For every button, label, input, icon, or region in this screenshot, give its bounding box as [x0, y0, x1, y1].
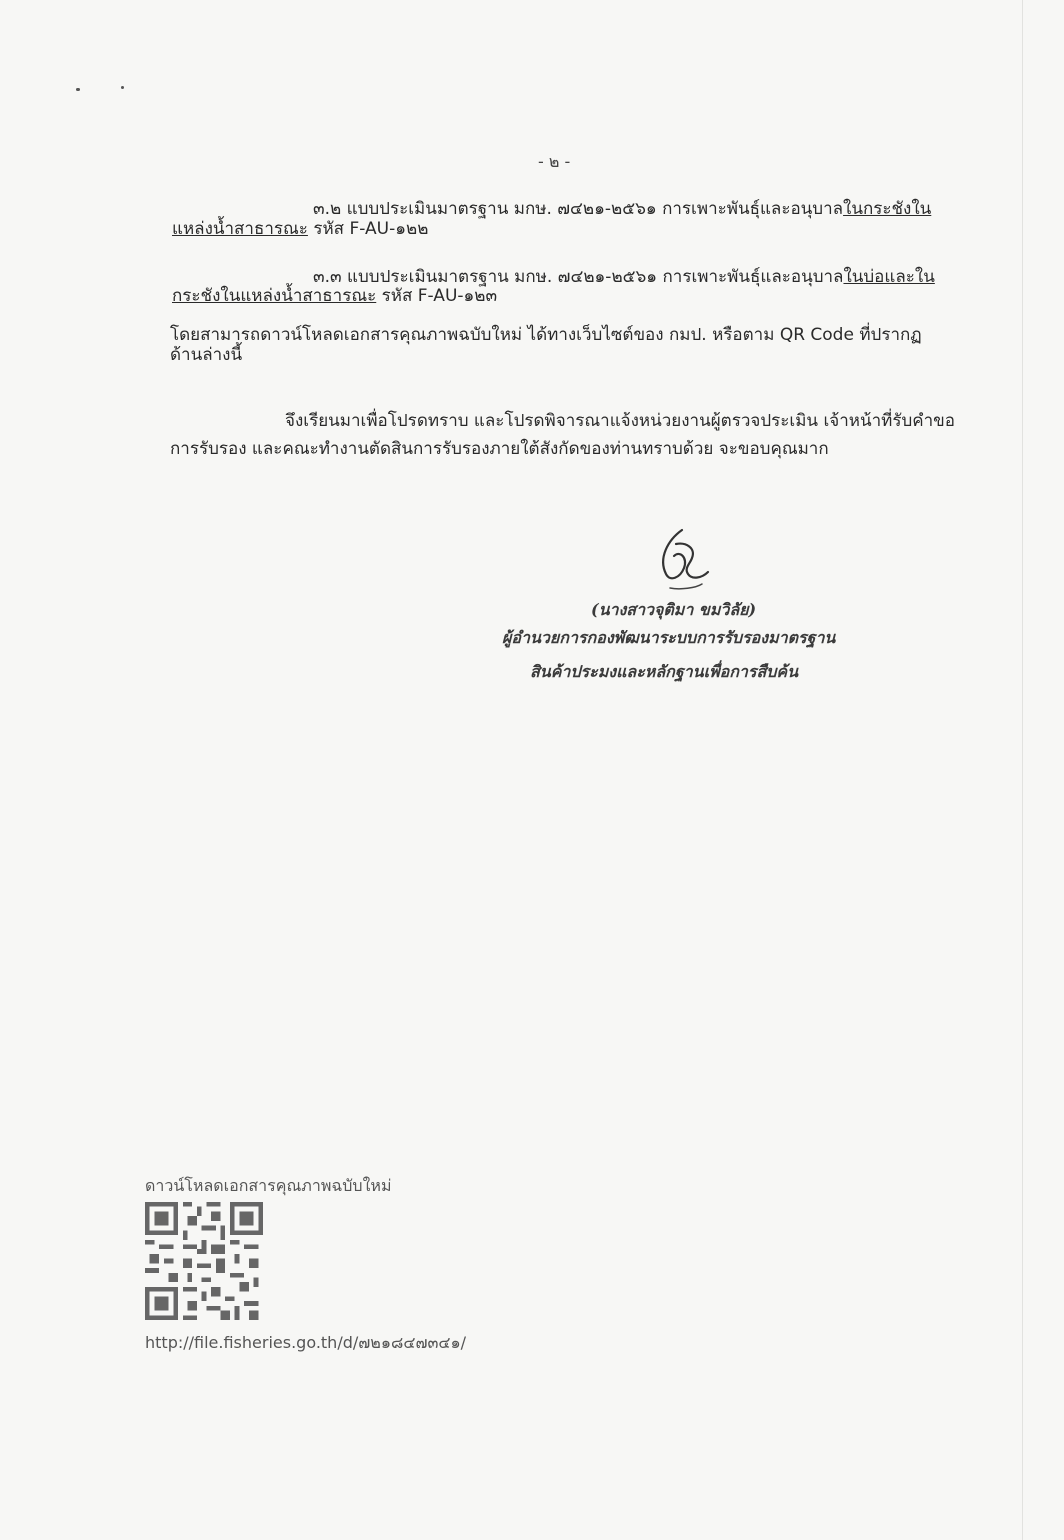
item-3-2-line1-underlined: ในกระชังใน [843, 199, 932, 219]
item-3-2-line1-text: ๓.๒ แบบประเมินมาตรฐาน มกษ. ๗๔๒๑-๒๕๖๑ การเพาะพันธุ์และอนุบาล [313, 199, 844, 219]
closing-text-line1: จึงเรียนมาเพื่อโปรดทราบ และโปรดพิจารณาแจ้งหน่วยงานผู้ตรวจประเมิน เจ้าหน้าที่รับคำขอ [285, 411, 956, 431]
item-3-3-line2 [172, 285, 497, 307]
signatory-name: (นางสาวจุติมา ขมวิลัย) [591, 600, 757, 619]
signatory-title-line2: สินค้าประมงและหลักฐานเพื่อการสืบค้น [530, 662, 799, 681]
signatory-title-line1: ผู้อำนวยการกองพัฒนาระบบการรับรองมาตรฐาน [502, 628, 836, 647]
item-3-3-line1-underlined: ในบ่อและใน [843, 267, 935, 287]
qr-code[interactable] [145, 1202, 263, 1320]
item-3-2-code: รหัส F-AU-๑๒๒ [307, 219, 429, 239]
download-text-line2: ด้านล่างนี้ [170, 345, 243, 365]
scan-edge-line [1022, 0, 1023, 1540]
qr-caption: ดาวน์โหลดเอกสารคุณภาพฉบับใหม่ [145, 1176, 392, 1195]
handwritten-signature [640, 518, 730, 598]
item-3-3-code: รหัส F-AU-๑๒๓ [376, 286, 498, 306]
download-text-line1: โดยสามารถดาวน์โหลดเอกสารคุณภาพฉบับใหม่ ได้ทางเว็บไซต์ของ กมป. หรือตาม QR Code ที่ปรากฏ [170, 325, 922, 345]
closing-text-line2: การรับรอง และคณะทำงานตัดสินการรับรองภายใต้สังกัดของท่านทราบด้วย จะขอบคุณมาก [170, 439, 829, 459]
item-3-2-line2 [172, 218, 428, 240]
item-3-3-line2-underlined: กระชังในแหล่งน้ำสาธารณะ [172, 286, 377, 306]
qr-url-link[interactable]: http://file.fisheries.go.th/d/๗๒๑๘๔๗๓๔๑/ [145, 1333, 467, 1352]
scan-speck [121, 86, 124, 89]
item-3-3-line1-text: ๓.๓ แบบประเมินมาตรฐาน มกษ. ๗๔๒๑-๒๕๖๑ การเพาะพันธุ์และอนุบาล [313, 267, 844, 287]
item-3-2-line2-underlined: แหล่งน้ำสาธารณะ [172, 219, 308, 239]
item-3-2-line1 [313, 198, 931, 220]
page-number: - ๒ - [538, 152, 571, 171]
scan-speck [76, 88, 80, 91]
